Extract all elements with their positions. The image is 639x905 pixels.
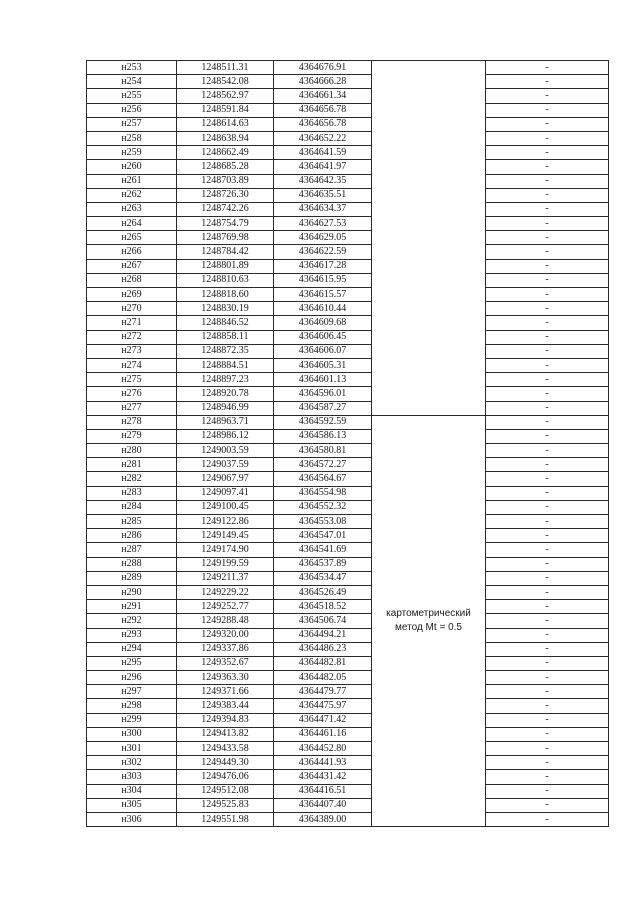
x-coordinate-cell: 1248591.84 xyxy=(177,103,274,117)
table-row xyxy=(87,444,609,458)
table-row xyxy=(87,429,609,443)
x-coordinate-cell: 1249449.30 xyxy=(177,756,274,770)
y-coordinate-cell: 4364676.91 xyxy=(274,61,372,75)
table-row xyxy=(87,585,609,599)
y-coordinate-cell: 4364482.05 xyxy=(274,671,372,685)
x-coordinate-cell: 1248562.97 xyxy=(177,89,274,103)
x-coordinate-cell: 1249413.82 xyxy=(177,727,274,741)
y-coordinate-cell: 4364605.31 xyxy=(274,358,372,372)
y-coordinate-cell: 4364622.59 xyxy=(274,245,372,259)
x-coordinate-cell: 1248801.89 xyxy=(177,259,274,273)
point-id-cell: н254 xyxy=(87,75,177,89)
point-id-cell: н272 xyxy=(87,330,177,344)
point-id-cell: н293 xyxy=(87,628,177,642)
table-row xyxy=(87,288,609,302)
y-coordinate-cell: 4364601.13 xyxy=(274,373,372,387)
description-cell: - xyxy=(486,543,609,557)
point-id-cell: н295 xyxy=(87,656,177,670)
y-coordinate-cell: 4364506.74 xyxy=(274,614,372,628)
table-row xyxy=(87,727,609,741)
y-coordinate-cell: 4364606.07 xyxy=(274,344,372,358)
x-coordinate-cell: 1249067.97 xyxy=(177,472,274,486)
point-id-cell: н263 xyxy=(87,202,177,216)
description-cell: - xyxy=(486,358,609,372)
description-cell: - xyxy=(486,742,609,756)
table-row xyxy=(87,259,609,273)
point-id-cell: н292 xyxy=(87,614,177,628)
table-row xyxy=(87,543,609,557)
point-id-cell: н291 xyxy=(87,600,177,614)
description-cell: - xyxy=(486,146,609,160)
description-cell: - xyxy=(486,401,609,415)
point-id-cell: н276 xyxy=(87,387,177,401)
x-coordinate-cell: 1249363.30 xyxy=(177,671,274,685)
x-coordinate-cell: 1248920.78 xyxy=(177,387,274,401)
y-coordinate-cell: 4364606.45 xyxy=(274,330,372,344)
y-coordinate-cell: 4364541.69 xyxy=(274,543,372,557)
description-cell: - xyxy=(486,117,609,131)
table-row xyxy=(87,472,609,486)
x-coordinate-cell: 1249512.08 xyxy=(177,784,274,798)
description-cell: - xyxy=(486,600,609,614)
y-coordinate-cell: 4364452.80 xyxy=(274,742,372,756)
description-cell: - xyxy=(486,330,609,344)
description-cell: - xyxy=(486,188,609,202)
table-row xyxy=(87,330,609,344)
description-cell: - xyxy=(486,429,609,443)
method-name: картометрический xyxy=(386,607,471,619)
description-cell: - xyxy=(486,472,609,486)
table-row xyxy=(87,75,609,89)
description-cell: - xyxy=(486,571,609,585)
y-coordinate-cell: 4364482.81 xyxy=(274,656,372,670)
y-coordinate-cell: 4364652.22 xyxy=(274,131,372,145)
description-cell: - xyxy=(486,259,609,273)
y-coordinate-cell: 4364617.28 xyxy=(274,259,372,273)
table-row xyxy=(87,89,609,103)
description-cell: - xyxy=(486,685,609,699)
point-id-cell: н284 xyxy=(87,500,177,514)
x-coordinate-cell: 1248946.99 xyxy=(177,401,274,415)
description-cell: - xyxy=(486,529,609,543)
table-row xyxy=(87,571,609,585)
table-row xyxy=(87,188,609,202)
point-id-cell: н283 xyxy=(87,486,177,500)
table-row xyxy=(87,699,609,713)
description-cell: - xyxy=(486,373,609,387)
point-id-cell: н279 xyxy=(87,429,177,443)
description-cell: - xyxy=(486,89,609,103)
description-cell: - xyxy=(486,515,609,529)
y-coordinate-cell: 4364475.97 xyxy=(274,699,372,713)
table-row xyxy=(87,358,609,372)
point-id-cell: н282 xyxy=(87,472,177,486)
point-id-cell: н255 xyxy=(87,89,177,103)
y-coordinate-cell: 4364486.23 xyxy=(274,642,372,656)
table-row xyxy=(87,770,609,784)
x-coordinate-cell: 1249383.44 xyxy=(177,699,274,713)
y-coordinate-cell: 4364537.89 xyxy=(274,557,372,571)
table-row xyxy=(87,600,609,614)
point-id-cell: н297 xyxy=(87,685,177,699)
point-id-cell: н301 xyxy=(87,742,177,756)
point-id-cell: н303 xyxy=(87,770,177,784)
point-id-cell: н306 xyxy=(87,812,177,826)
table-row xyxy=(87,344,609,358)
description-cell: - xyxy=(486,628,609,642)
y-coordinate-cell: 4364627.53 xyxy=(274,217,372,231)
x-coordinate-cell: 1249551.98 xyxy=(177,812,274,826)
y-coordinate-cell: 4364634.37 xyxy=(274,202,372,216)
x-coordinate-cell: 1249037.59 xyxy=(177,458,274,472)
y-coordinate-cell: 4364553.08 xyxy=(274,515,372,529)
table-row xyxy=(87,131,609,145)
description-cell: - xyxy=(486,231,609,245)
table-row xyxy=(87,217,609,231)
point-id-cell: н275 xyxy=(87,373,177,387)
point-id-cell: н265 xyxy=(87,231,177,245)
y-coordinate-cell: 4364534.47 xyxy=(274,571,372,585)
table-row xyxy=(87,415,609,429)
table-row xyxy=(87,529,609,543)
point-id-cell: н300 xyxy=(87,727,177,741)
y-coordinate-cell: 4364554.98 xyxy=(274,486,372,500)
x-coordinate-cell: 1249394.83 xyxy=(177,713,274,727)
table-row xyxy=(87,642,609,656)
table-row xyxy=(87,656,609,670)
x-coordinate-cell: 1249097.41 xyxy=(177,486,274,500)
description-cell: - xyxy=(486,458,609,472)
description-cell: - xyxy=(486,273,609,287)
method-cell xyxy=(372,415,486,826)
x-coordinate-cell: 1248872.35 xyxy=(177,344,274,358)
point-id-cell: н287 xyxy=(87,543,177,557)
y-coordinate-cell: 4364494.21 xyxy=(274,628,372,642)
y-coordinate-cell: 4364641.97 xyxy=(274,160,372,174)
x-coordinate-cell: 1249229.22 xyxy=(177,585,274,599)
description-cell: - xyxy=(486,131,609,145)
y-coordinate-cell: 4364431.42 xyxy=(274,770,372,784)
y-coordinate-cell: 4364641.59 xyxy=(274,146,372,160)
y-coordinate-cell: 4364615.95 xyxy=(274,273,372,287)
table-row xyxy=(87,486,609,500)
point-id-cell: н289 xyxy=(87,571,177,585)
method-cell-empty xyxy=(372,61,486,416)
x-coordinate-cell: 1249122.86 xyxy=(177,515,274,529)
x-coordinate-cell: 1248614.63 xyxy=(177,117,274,131)
y-coordinate-cell: 4364615.57 xyxy=(274,288,372,302)
x-coordinate-cell: 1248511.31 xyxy=(177,61,274,75)
point-id-cell: н278 xyxy=(87,415,177,429)
point-id-cell: н260 xyxy=(87,160,177,174)
table-row xyxy=(87,302,609,316)
point-id-cell: н280 xyxy=(87,444,177,458)
point-id-cell: н286 xyxy=(87,529,177,543)
table-row xyxy=(87,515,609,529)
table-row xyxy=(87,614,609,628)
y-coordinate-cell: 4364526.49 xyxy=(274,585,372,599)
point-id-cell: н296 xyxy=(87,671,177,685)
table-row xyxy=(87,373,609,387)
point-id-cell: н298 xyxy=(87,699,177,713)
point-id-cell: н264 xyxy=(87,217,177,231)
y-coordinate-cell: 4364656.78 xyxy=(274,103,372,117)
x-coordinate-cell: 1249371.66 xyxy=(177,685,274,699)
y-coordinate-cell: 4364635.51 xyxy=(274,188,372,202)
method-accuracy: метод Mt = 0.5 xyxy=(395,621,462,633)
x-coordinate-cell: 1248742.26 xyxy=(177,202,274,216)
x-coordinate-cell: 1249476.06 xyxy=(177,770,274,784)
x-coordinate-cell: 1249320.00 xyxy=(177,628,274,642)
y-coordinate-cell: 4364666.28 xyxy=(274,75,372,89)
x-coordinate-cell: 1248542.08 xyxy=(177,75,274,89)
description-cell: - xyxy=(486,344,609,358)
point-id-cell: н273 xyxy=(87,344,177,358)
description-cell: - xyxy=(486,288,609,302)
table-row xyxy=(87,61,609,75)
x-coordinate-cell: 1249100.45 xyxy=(177,500,274,514)
y-coordinate-cell: 4364592.59 xyxy=(274,415,372,429)
description-cell: - xyxy=(486,302,609,316)
table-row xyxy=(87,401,609,415)
table-row xyxy=(87,202,609,216)
description-cell: - xyxy=(486,202,609,216)
x-coordinate-cell: 1249252.77 xyxy=(177,600,274,614)
table-row xyxy=(87,713,609,727)
table-row xyxy=(87,160,609,174)
table-row xyxy=(87,798,609,812)
point-id-cell: н288 xyxy=(87,557,177,571)
x-coordinate-cell: 1249288.48 xyxy=(177,614,274,628)
point-id-cell: н269 xyxy=(87,288,177,302)
description-cell: - xyxy=(486,713,609,727)
x-coordinate-cell: 1248769.98 xyxy=(177,231,274,245)
x-coordinate-cell: 1248897.23 xyxy=(177,373,274,387)
description-cell: - xyxy=(486,245,609,259)
y-coordinate-cell: 4364572.27 xyxy=(274,458,372,472)
table-row xyxy=(87,671,609,685)
point-id-cell: н285 xyxy=(87,515,177,529)
description-cell: - xyxy=(486,160,609,174)
description-cell: - xyxy=(486,770,609,784)
y-coordinate-cell: 4364642.35 xyxy=(274,174,372,188)
x-coordinate-cell: 1248858.11 xyxy=(177,330,274,344)
y-coordinate-cell: 4364552.32 xyxy=(274,500,372,514)
description-cell: - xyxy=(486,217,609,231)
x-coordinate-cell: 1249352.67 xyxy=(177,656,274,670)
description-cell: - xyxy=(486,642,609,656)
point-id-cell: н277 xyxy=(87,401,177,415)
point-id-cell: н299 xyxy=(87,713,177,727)
table-row xyxy=(87,146,609,160)
coordinates-sheet xyxy=(86,60,609,827)
description-cell: - xyxy=(486,699,609,713)
y-coordinate-cell: 4364564.67 xyxy=(274,472,372,486)
x-coordinate-cell: 1249433.58 xyxy=(177,742,274,756)
x-coordinate-cell: 1248685.28 xyxy=(177,160,274,174)
point-id-cell: н257 xyxy=(87,117,177,131)
point-id-cell: н305 xyxy=(87,798,177,812)
table-row xyxy=(87,812,609,826)
x-coordinate-cell: 1248810.63 xyxy=(177,273,274,287)
y-coordinate-cell: 4364661.34 xyxy=(274,89,372,103)
point-id-cell: н268 xyxy=(87,273,177,287)
y-coordinate-cell: 4364656.78 xyxy=(274,117,372,131)
description-cell: - xyxy=(486,500,609,514)
coordinates-table-body xyxy=(87,61,609,827)
table-row xyxy=(87,500,609,514)
x-coordinate-cell: 1249211.37 xyxy=(177,571,274,585)
description-cell: - xyxy=(486,784,609,798)
y-coordinate-cell: 4364479.77 xyxy=(274,685,372,699)
x-coordinate-cell: 1249337.86 xyxy=(177,642,274,656)
table-row xyxy=(87,685,609,699)
x-coordinate-cell: 1248726.30 xyxy=(177,188,274,202)
description-cell: - xyxy=(486,75,609,89)
point-id-cell: н271 xyxy=(87,316,177,330)
y-coordinate-cell: 4364610.44 xyxy=(274,302,372,316)
table-row xyxy=(87,316,609,330)
y-coordinate-cell: 4364596.01 xyxy=(274,387,372,401)
point-id-cell: н304 xyxy=(87,784,177,798)
x-coordinate-cell: 1249149.45 xyxy=(177,529,274,543)
point-id-cell: н253 xyxy=(87,61,177,75)
y-coordinate-cell: 4364518.52 xyxy=(274,600,372,614)
point-id-cell: н261 xyxy=(87,174,177,188)
description-cell: - xyxy=(486,103,609,117)
x-coordinate-cell: 1249525.83 xyxy=(177,798,274,812)
point-id-cell: н267 xyxy=(87,259,177,273)
description-cell: - xyxy=(486,656,609,670)
y-coordinate-cell: 4364471.42 xyxy=(274,713,372,727)
coordinates-table xyxy=(86,60,609,827)
description-cell: - xyxy=(486,798,609,812)
description-cell: - xyxy=(486,387,609,401)
y-coordinate-cell: 4364416.51 xyxy=(274,784,372,798)
description-cell: - xyxy=(486,415,609,429)
x-coordinate-cell: 1249199.59 xyxy=(177,557,274,571)
description-cell: - xyxy=(486,756,609,770)
x-coordinate-cell: 1248754.79 xyxy=(177,217,274,231)
table-row xyxy=(87,458,609,472)
point-id-cell: н266 xyxy=(87,245,177,259)
x-coordinate-cell: 1248846.52 xyxy=(177,316,274,330)
description-cell: - xyxy=(486,671,609,685)
description-cell: - xyxy=(486,614,609,628)
y-coordinate-cell: 4364609.68 xyxy=(274,316,372,330)
table-row xyxy=(87,784,609,798)
point-id-cell: н290 xyxy=(87,585,177,599)
table-row xyxy=(87,231,609,245)
table-row xyxy=(87,174,609,188)
table-row xyxy=(87,273,609,287)
x-coordinate-cell: 1248884.51 xyxy=(177,358,274,372)
x-coordinate-cell: 1249174.90 xyxy=(177,543,274,557)
table-row xyxy=(87,742,609,756)
description-cell: - xyxy=(486,486,609,500)
point-id-cell: н274 xyxy=(87,358,177,372)
x-coordinate-cell: 1248703.89 xyxy=(177,174,274,188)
y-coordinate-cell: 4364580.81 xyxy=(274,444,372,458)
y-coordinate-cell: 4364586.13 xyxy=(274,429,372,443)
point-id-cell: н270 xyxy=(87,302,177,316)
y-coordinate-cell: 4364587.27 xyxy=(274,401,372,415)
description-cell: - xyxy=(486,444,609,458)
x-coordinate-cell: 1249003.59 xyxy=(177,444,274,458)
table-row xyxy=(87,557,609,571)
point-id-cell: н281 xyxy=(87,458,177,472)
y-coordinate-cell: 4364461.16 xyxy=(274,727,372,741)
x-coordinate-cell: 1248830.19 xyxy=(177,302,274,316)
description-cell: - xyxy=(486,557,609,571)
table-row xyxy=(87,628,609,642)
table-row xyxy=(87,387,609,401)
description-cell: - xyxy=(486,812,609,826)
table-row xyxy=(87,117,609,131)
description-cell: - xyxy=(486,727,609,741)
y-coordinate-cell: 4364441.93 xyxy=(274,756,372,770)
y-coordinate-cell: 4364629.05 xyxy=(274,231,372,245)
point-id-cell: н259 xyxy=(87,146,177,160)
y-coordinate-cell: 4364547.01 xyxy=(274,529,372,543)
point-id-cell: н302 xyxy=(87,756,177,770)
y-coordinate-cell: 4364389.00 xyxy=(274,812,372,826)
x-coordinate-cell: 1248662.49 xyxy=(177,146,274,160)
point-id-cell: н294 xyxy=(87,642,177,656)
description-cell: - xyxy=(486,174,609,188)
x-coordinate-cell: 1248784.42 xyxy=(177,245,274,259)
x-coordinate-cell: 1248963.71 xyxy=(177,415,274,429)
x-coordinate-cell: 1248818.60 xyxy=(177,288,274,302)
x-coordinate-cell: 1248638.94 xyxy=(177,131,274,145)
table-row xyxy=(87,245,609,259)
description-cell: - xyxy=(486,316,609,330)
description-cell: - xyxy=(486,61,609,75)
table-row xyxy=(87,103,609,117)
table-row xyxy=(87,756,609,770)
point-id-cell: н262 xyxy=(87,188,177,202)
y-coordinate-cell: 4364407.40 xyxy=(274,798,372,812)
description-cell: - xyxy=(486,585,609,599)
point-id-cell: н258 xyxy=(87,131,177,145)
point-id-cell: н256 xyxy=(87,103,177,117)
x-coordinate-cell: 1248986.12 xyxy=(177,429,274,443)
